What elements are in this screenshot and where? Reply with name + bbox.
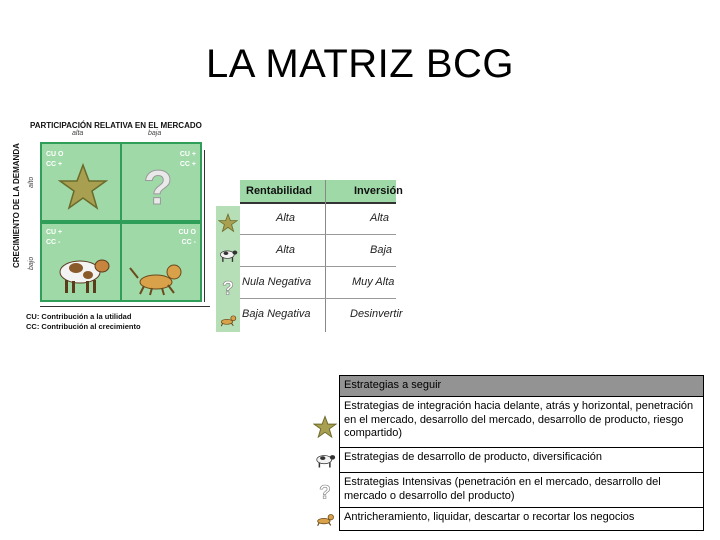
page-title: LA MATRIZ BCG [205, 42, 515, 86]
quad-label: CC - [181, 239, 196, 246]
strategy-row [339, 473, 704, 508]
x-axis-line [40, 306, 210, 307]
table-header [240, 180, 403, 204]
cell-inversion: Desinvertir [350, 308, 403, 320]
x-low-label: baja [148, 130, 162, 137]
cell-inversion: Muy Alta [352, 276, 395, 288]
star-icon [311, 405, 339, 449]
question-icon [138, 158, 178, 212]
strategy-text: Estrategias de integración hacia delante, atrás y horizontal, penetración en el mercado, desarrollo del mercado, desarrollo de producto, riesgo compartido) [344, 400, 694, 439]
cow-icon [50, 250, 114, 296]
strategies-header-label: Estrategias a seguir [344, 379, 442, 391]
y-axis-heading: CRECIMIENTO DE LA DEMANDA [12, 143, 21, 268]
x-axis-heading: PARTICIPACIÓN RELATIVA EN EL MERCADO [30, 121, 202, 130]
quad-label: CC - [46, 239, 61, 246]
y-low-label: bajo [28, 256, 35, 270]
table-row [240, 204, 396, 235]
strategy-row [339, 397, 704, 448]
quad-label: CU O [178, 229, 196, 236]
strategies-header [339, 375, 704, 397]
cow-icon [217, 242, 239, 268]
question-icon [217, 274, 239, 300]
header-rentabilidad: Rentabilidad [246, 185, 313, 197]
strategies-table [311, 375, 704, 531]
legend-cu: CU: Contribución a la utilidad [26, 312, 132, 321]
x-high-label: alta [72, 130, 84, 137]
quadrant-question [122, 144, 200, 220]
dog-icon [311, 507, 339, 529]
bcg-matrix-figure [14, 118, 224, 338]
cell-rentabilidad: Alta [276, 244, 295, 256]
cell-rentabilidad: Alta [276, 212, 295, 224]
dog-icon [128, 252, 190, 296]
rentabilidad-inversion-table [216, 180, 403, 332]
quadrant-cow [42, 224, 120, 300]
bcg-grid [40, 142, 202, 302]
strategy-row [339, 508, 704, 531]
quadrant-star [42, 144, 120, 220]
cell-rentabilidad: Baja Negativa [242, 308, 311, 320]
quad-label: CU + [46, 229, 63, 236]
strategy-text: Estrategias de desarrollo de producto, diversificación [344, 451, 603, 463]
y-axis-line [204, 150, 205, 302]
dog-icon [217, 306, 239, 332]
question-icon [311, 473, 339, 509]
header-inversion: Inversión [354, 185, 403, 197]
svg-text:?: ? [319, 482, 331, 502]
strategy-row [339, 448, 704, 473]
strategy-text: Antricheramiento, liquidar, descartar o recortar los negocios [344, 511, 635, 523]
cow-icon [311, 447, 339, 473]
quad-label: CU + [179, 151, 196, 158]
star-icon [58, 162, 108, 212]
svg-text:?: ? [143, 162, 173, 212]
table-row [240, 300, 403, 330]
svg-text:?: ? [222, 278, 234, 298]
star-icon [217, 210, 239, 236]
cell-inversion: Baja [370, 244, 393, 256]
icon-column [216, 206, 240, 332]
table-row [240, 236, 396, 267]
quad-label: CU O [46, 151, 64, 158]
cell-inversion: Alta [370, 212, 389, 224]
quad-label: CC + [179, 161, 196, 168]
strategy-text: Estrategias Intensivas (penetración en el mercado, desarrollo del mercado o desarrollo del producto) [344, 476, 661, 502]
y-high-label: alto [28, 176, 35, 188]
quad-label: CC + [46, 161, 63, 168]
legend-cc: CC: Contribución al crecimiento [26, 322, 141, 331]
cell-rentabilidad: Nula Negativa [242, 276, 312, 288]
quadrant-dog [122, 224, 200, 300]
table-row [240, 268, 396, 299]
